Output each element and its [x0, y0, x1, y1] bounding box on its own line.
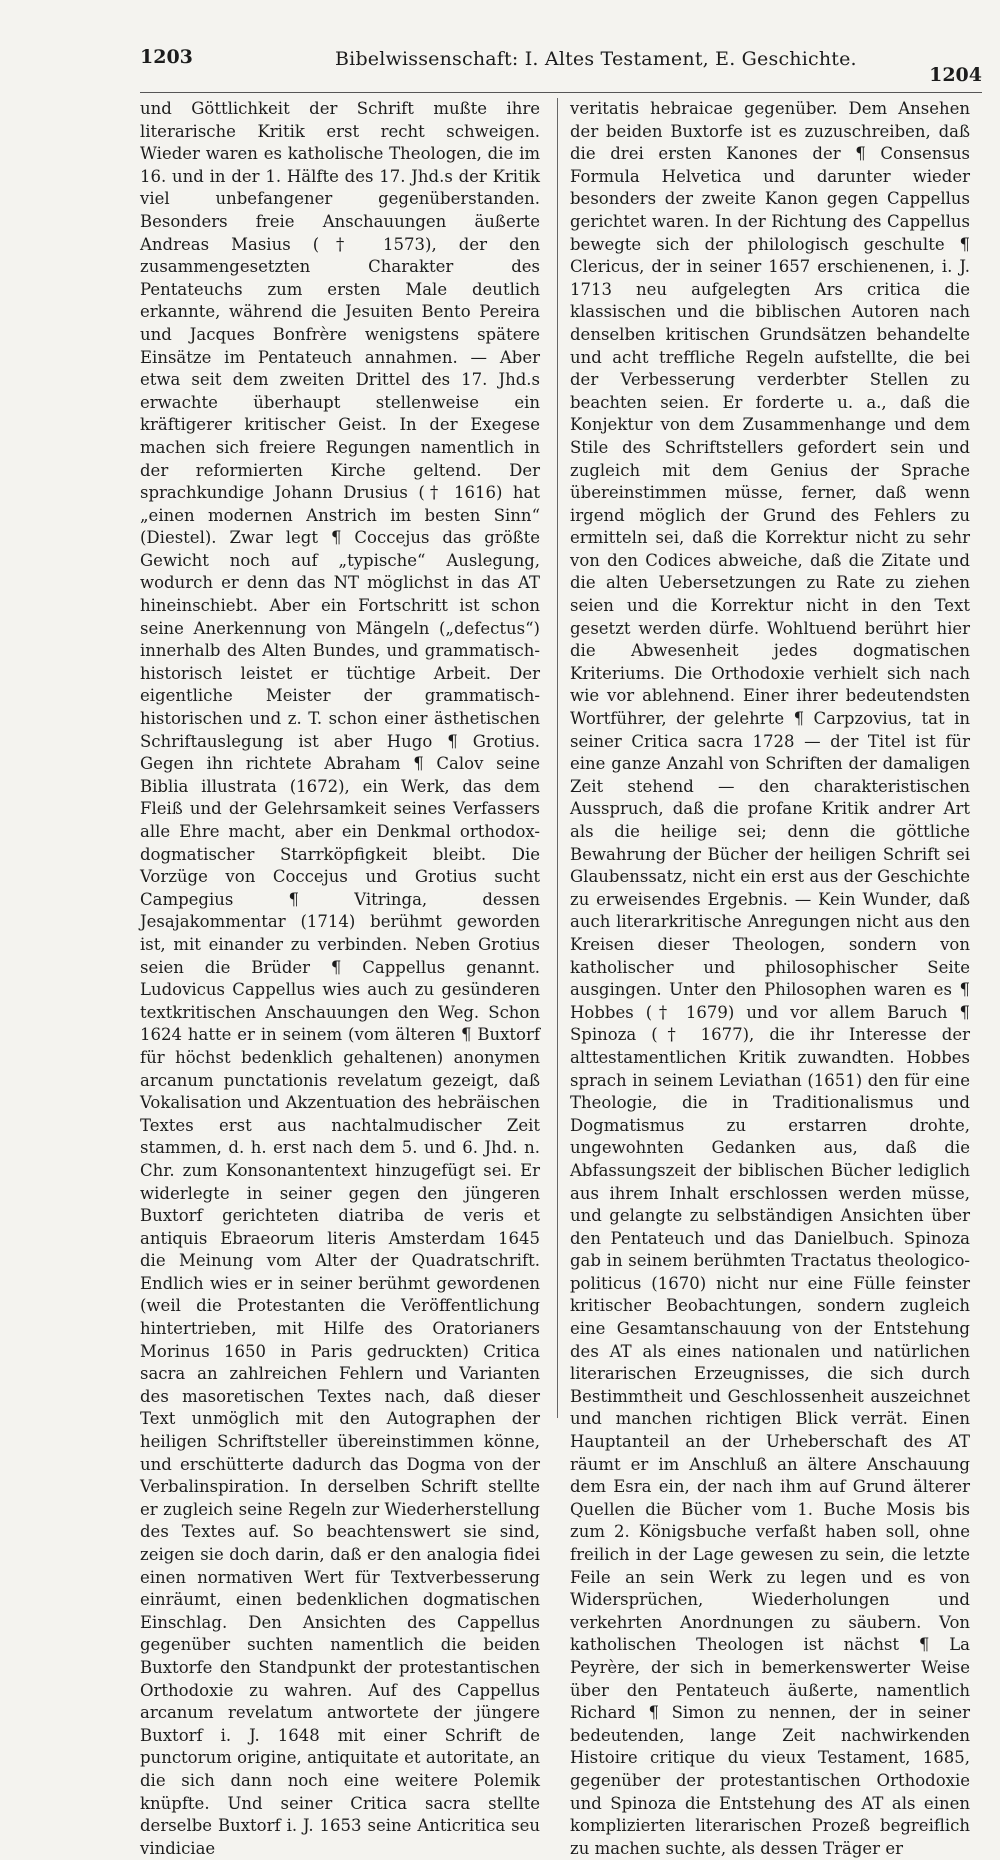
column-left-text: und Göttlichkeit der Schrift mußte ihre literarische Kritik erst recht schweigen. Wieder waren es katholische Theologen, die im 16. und in der 1. Hälfte des 17. Jhd.s der Kritik viel unbefangener gegenüberstanden. Besonders freie Anschauungen äußerte Andreas Masius († 1573), der den zusammengesetzten Charakter des Pentateuchs zum ersten Male deutlich erkannte, während die Jesuiten Bento Pereira und Jacques Bonfrère wenigstens spätere Einsätze im Pentateuch annahmen. — Aber etwa seit dem zweiten Drittel des 17. Jhd.s erwachte überhaupt stellenweise ein kräftigerer kritischer Geist. In der Exegese machen sich freiere Regungen namentlich in der reformierten Kirche geltend. Der sprachkundige Johann Drusius († 1616) hat „einen modernen Anstrich im besten Sinn“ (Diestel). Zwar legt ¶ Coccejus das größte Gewicht noch auf „typische“ Auslegung, wodurch er denn das NT möglichst in das AT hineinschiebt. Aber ein Fortschritt ist schon seine Anerkennung von Mängeln („defectus“) innerhalb des Alten Bundes, und grammatisch-historisch leistet er tüchtige Arbeit. Der eigentliche Meister der grammatisch-historischen und z. T. schon einer ästhetischen Schriftauslegung ist aber Hugo ¶ Grotius. Gegen ihn richtete Abraham ¶ Calov seine Biblia illustrata (1672), ein Werk, das dem Fleiß und der Gelehrsamkeit seines Verfassers alle Ehre macht, aber ein Denkmal orthodox-dogmatischer Starrköpfigkeit bleibt. Die Vorzüge von Coccejus und Grotius sucht Campegius ¶ Vitringa, dessen Jesajakommentar (1714) berühmt geworden ist, mit einander zu verbinden. Neben Grotius seien die Brüder ¶ Cappellus genannt. Ludovicus Cappellus wies auch zu gesünderen textkritischen Anschauungen den Weg. Schon 1624 hatte er in seinem (vom älteren ¶ Buxtorf für höchst bedenklich gehaltenen) anonymen arcanum punctationis revelatum gezeigt, daß Vokalisation und Akzentuation des hebräischen Textes erst aus nachtalmudischer Zeit stammen, d. h. erst nach dem 5. und 6. Jhd. n. Chr. zum Konsonantentext hinzugefügt sei. Er widerlegte in seiner gegen den jüngeren Buxtorf gerichteten diatriba de veris et antiquis Ebraeorum literis Amsterdam 1645 die Meinung vom Alter der Quadratschrift. Endlich wies er in seiner berühmt gewordenen (weil die Protestanten die Veröffentlichung hintertrieben, mit Hilfe des Oratorianers Morinus 1650 in Paris gedruckten) Critica sacra an zahlreichen Fehlern und Varianten des masoretischen Textes nach, daß dieser Text unmöglich mit den Autographen der heiligen Schriftsteller übereinstimmen könne, und erschütterte dadurch das Dogma von der Verbalinspiration. In derselben Schrift stellte er zugleich seine Regeln zur Wiederherstellung des Textes auf. So beachtenswert sie sind, zeigen sie doch darin, daß er den analogia fidei einen normativen Wert für Textverbesserung einräumt, einen bedenklichen dogmatischen Einschlag. Den Ansichten des Cappellus gegenüber suchten namentlich die beiden Buxtorfe den Standpunkt der protestantischen Orthodoxie zu wahren. Auf des Cappellus arcanum revelatum antwortete der jüngere Buxtorf i. J. 1648 mit einer Schrift de punctorum origine, antiquitate et autoritate, an die sich dann noch eine weitere Polemik knüpfte. Und seiner Critica sacra stellte derselbe Buxtorf i. J. 1653 seine Anticritica seu vindiciae — [140, 99, 540, 1858]
running-head: Bibelwissenschaft: I. Altes Testament, E. Geschichte. — [335, 48, 857, 70]
column-divider — [557, 98, 558, 1418]
column-right — [570, 98, 970, 1858]
column-left — [140, 98, 540, 1858]
page-number-right: 1204 — [929, 64, 982, 86]
header-rule — [140, 92, 982, 93]
page-number-left: 1203 — [140, 46, 193, 68]
page-header — [140, 46, 982, 86]
column-right-text: veritatis hebraicae gegenüber. Dem Ansehen der beiden Buxtorfe ist es zuzuschreiben, daß die drei ersten Kanones der ¶ Consensus Formula Helvetica und darunter wieder besonders der zweite Kanon gegen Cappellus gerichtet waren. In der Richtung des Cappellus bewegte sich der philologisch geschulte ¶ Clericus, der in seiner 1657 erschienenen, i. J. 1713 neu aufgelegten Ars critica die klassischen und die biblischen Autoren nach denselben kritischen Grundsätzen behandelte und acht treffliche Regeln aufstellte, die bei der Verbesserung verderbter Stellen zu beachten seien. Er forderte u. a., daß die Konjektur von dem Zusammenhange und dem Stile des Schriftstellers gefordert sein und zugleich mit dem Genius der Sprache übereinstimmen müsse, ferner, daß wenn irgend möglich der Grund des Fehlers zu ermitteln sei, daß die Korrektur nicht zu sehr von den Codices abweiche, daß die Zitate und die alten Uebersetzungen zu Rate zu ziehen seien und die Korrektur nicht in den Text gesetzt werden dürfe. Wohltuend berührt hier die Abwesenheit jedes dogmatischen Kriteriums. Die Orthodoxie verhielt sich nach wie vor ablehnend. Einer ihrer bedeutendsten Wortführer, der gelehrte ¶ Carpzovius, tat in seiner Critica sacra 1728 — der Titel ist für eine ganze Anzahl von Schriften der damaligen Zeit stehend — den charakteristischen Ausspruch, daß die profane Kritik andrer Art als die heilige sei; denn die göttliche Bewahrung der Bücher der heiligen Schrift sei Glaubenssatz, nicht ein erst aus der Geschichte zu erweisendes Ergebnis. — Kein Wunder, daß auch literarkritische Anregungen nicht aus den Kreisen dieser Theologen, sondern von katholischer und philosophischer Seite ausgingen. Unter den Philosophen waren es ¶ Hobbes († 1679) und vor allem Baruch ¶ Spinoza († 1677), die ihr Interesse der alttestamentlichen Kritik zuwandten. Hobbes sprach in seinem Leviathan (1651) den für eine Theologie, die in Traditionalismus und Dogmatismus zu erstarren drohte, ungewohnten Gedanken aus, daß die Abfassungszeit der biblischen Bücher lediglich aus ihrem Inhalt erschlossen werden müsse, und gelangte zu selbständigen Ansichten über den Pentateuch und das Danielbuch. Spinoza gab in seinem berühmten Tractatus theologico-politicus (1670) nicht nur eine Fülle feinster kritischer Beobachtungen, sondern zugleich eine Gesamtanschauung von der Entstehung des AT als eines nationalen und natürlichen literarischen Erzeugnisses, die sich durch Bestimmtheit und Geschlossenheit auszeichnet und manchen richtigen Blick verrät. Einen Hauptanteil an der Urheberschaft des AT räumt er im Anschluß an ältere Anschauung dem Esra ein, der nach ihm auf Grund älterer Quellen die Bücher vom 1. Buche Mosis bis zum 2. Königsbuche verfaßt haben soll, ohne freilich in der Lage gewesen zu sein, die letzte Feile an sein Werk zu legen und es von Widersprüchen, Wiederholungen und verkehrten Anordnungen zu säubern. Von katholischen Theologen ist nächst ¶ La Peyrère, der sich in bemerkenswerter Weise über den Pentateuch äußerte, namentlich Richard ¶ Simon zu nennen, der in seiner bedeutenden, lange Zeit nachwirkenden Histoire critique du vieux Testament, 1685, gegenüber der protestantischen Orthodoxie und Spinoza die Entstehung des AT als einen komplizierten literarischen Prozeß begreiflich zu machen suchte, als dessen Träger er — [570, 99, 970, 1858]
